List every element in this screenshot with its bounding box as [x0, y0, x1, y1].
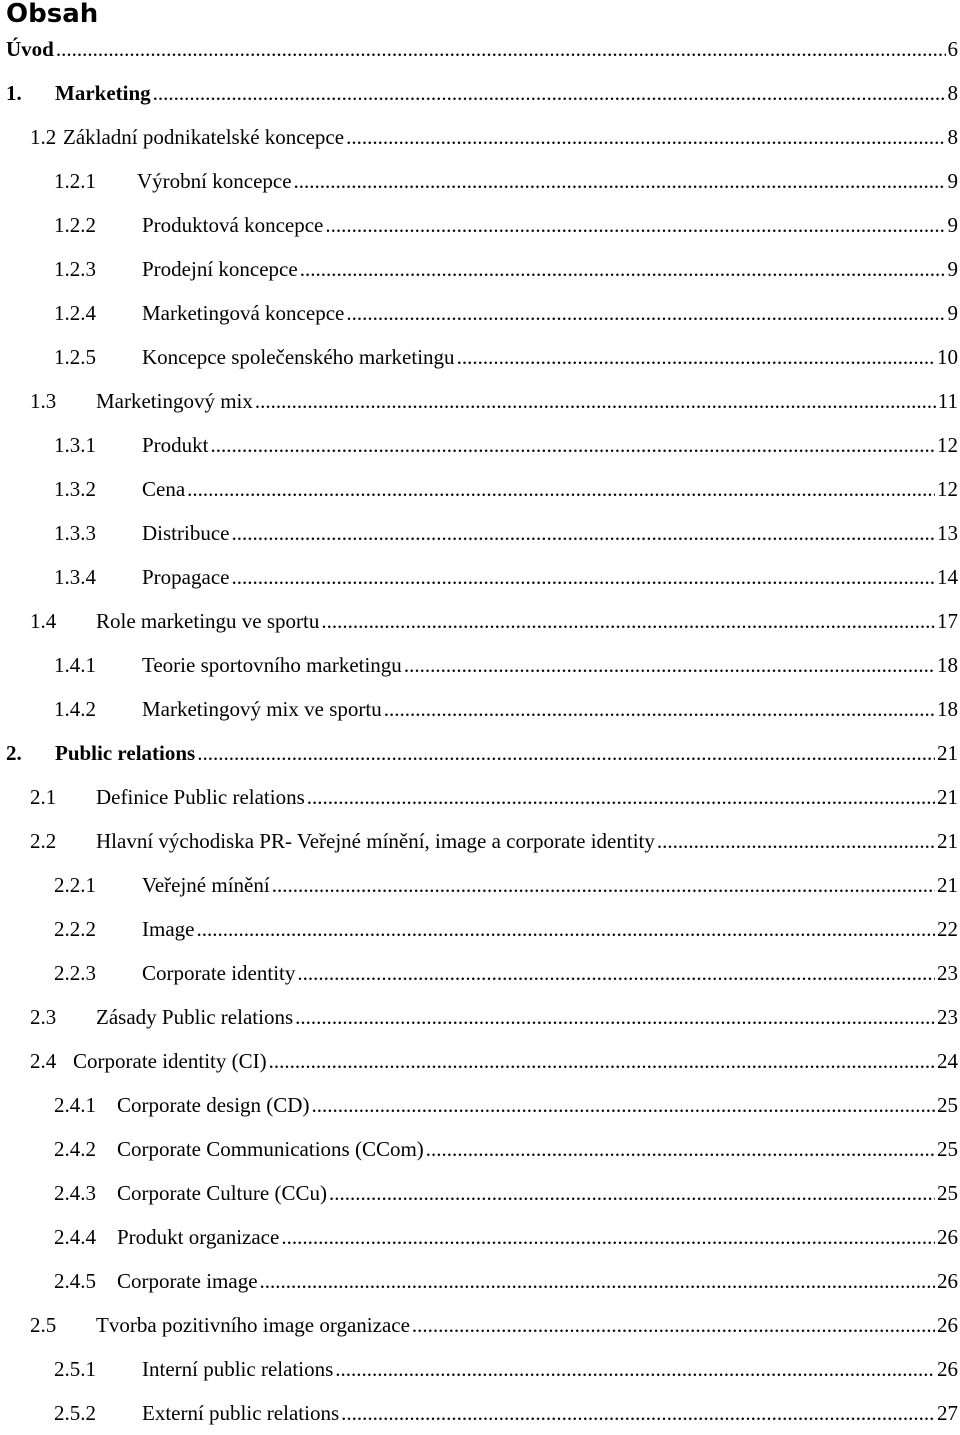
toc-dot-leader [211, 433, 935, 458]
toc-page-number: 21 [937, 829, 960, 854]
toc-entry-title: Externí public relations [142, 1401, 339, 1426]
toc-entry-title: Produktová koncepce [142, 213, 323, 238]
toc-page-number: 9 [948, 257, 960, 282]
toc-entry-title: Corporate image [117, 1269, 258, 1294]
toc-entry-number: 2.4 [30, 1049, 73, 1074]
toc-page-number: 26 [937, 1225, 960, 1250]
toc-dot-leader [231, 521, 935, 546]
toc-dot-leader [426, 1137, 935, 1162]
toc-entry-number: 1.3.4 [54, 565, 142, 590]
toc-entry-title: Interní public relations [142, 1357, 333, 1382]
toc-dot-leader [255, 389, 936, 414]
toc-page-number: 9 [948, 169, 960, 194]
toc-entry-number: 1.2.4 [54, 301, 142, 326]
toc-entry-number: 2.4.2 [54, 1137, 117, 1162]
toc-entry-title: Corporate design (CD) [117, 1093, 309, 1118]
toc-dot-leader [197, 741, 935, 766]
toc-entry-number: 2.4.1 [54, 1093, 117, 1118]
toc-page-number: 13 [937, 521, 960, 546]
toc-dot-leader [329, 1181, 935, 1206]
toc-dot-leader [657, 829, 935, 854]
toc-entry[interactable] [0, 687, 960, 731]
toc-entry[interactable] [0, 1171, 960, 1215]
toc-dot-leader [196, 917, 935, 942]
toc-page-number: 25 [937, 1093, 960, 1118]
toc-page-number: 25 [937, 1181, 960, 1206]
toc-entry-title: Propagace [142, 565, 229, 590]
toc-entry-number: 1.4.1 [54, 653, 142, 678]
toc-entry-title: Corporate identity [142, 961, 295, 986]
toc-entry-title: Hlavní východiska PR- Veřejné mínění, image a corporate identity [96, 829, 655, 854]
toc-entry[interactable] [0, 335, 960, 379]
toc-entry-title: Image [142, 917, 194, 942]
toc-dot-leader [307, 785, 935, 810]
toc-entry[interactable] [0, 159, 960, 203]
toc-page-number: 22 [937, 917, 960, 942]
toc-entry-number: 1.3.3 [54, 521, 142, 546]
toc-entry[interactable] [0, 1391, 960, 1435]
toc-entry-number: 2.4.4 [54, 1225, 117, 1250]
toc-entry[interactable] [0, 995, 960, 1039]
toc-page-number: 23 [937, 1005, 960, 1030]
toc-dot-leader [260, 1269, 935, 1294]
toc-page-number: 21 [937, 785, 960, 810]
toc-entry[interactable] [0, 1259, 960, 1303]
toc-entry-title: Corporate Communications (CCom) [117, 1137, 424, 1162]
toc-page-number: 27 [937, 1401, 960, 1426]
toc-entry[interactable] [0, 599, 960, 643]
toc-page-number: 10 [937, 345, 960, 370]
toc-entry-title: Corporate Culture (CCu) [117, 1181, 327, 1206]
toc-entry[interactable] [0, 819, 960, 863]
toc-entry-title: Definice Public relations [96, 785, 305, 810]
toc-entry[interactable] [0, 863, 960, 907]
toc-entry-number: 2.3 [30, 1005, 96, 1030]
toc-entry-number: 2.5.2 [54, 1401, 142, 1426]
toc-entry-number: 1.3 [30, 389, 96, 414]
toc-entry[interactable] [0, 1215, 960, 1259]
toc-page-number: 26 [937, 1313, 960, 1338]
toc-dot-leader [231, 565, 935, 590]
toc-list [0, 27, 960, 1435]
toc-entry-number: 2.5 [30, 1313, 96, 1338]
toc-dot-leader [346, 125, 945, 150]
toc-dot-leader [384, 697, 935, 722]
toc-entry-title: Marketing [55, 81, 151, 106]
toc-page-number: 6 [948, 37, 960, 62]
toc-entry-title: Distribuce [142, 521, 229, 546]
toc-entry-number: 2.1 [30, 785, 96, 810]
toc-dot-leader [321, 609, 935, 634]
toc-entry-title: Produkt organizace [117, 1225, 279, 1250]
toc-entry-title: Tvorba pozitivního image organizace [96, 1313, 410, 1338]
toc-entry[interactable] [0, 1083, 960, 1127]
toc-page-number: 12 [937, 477, 960, 502]
toc-dot-leader [300, 257, 946, 282]
toc-entry[interactable] [0, 379, 960, 423]
toc-dot-leader [272, 873, 935, 898]
toc-entry-title: Základní podnikatelské koncepce [63, 125, 344, 150]
toc-dot-leader [404, 653, 935, 678]
toc-entry-title: Výrobní koncepce [137, 169, 292, 194]
toc-entry-number: 2.5.1 [54, 1357, 142, 1382]
toc-page-number: 8 [948, 81, 960, 106]
toc-entry-title: Role marketingu ve sportu [96, 609, 319, 634]
toc-page-number: 21 [937, 741, 960, 766]
toc-entry[interactable] [0, 71, 960, 115]
toc-page-number: 8 [948, 125, 960, 150]
toc-entry-title: Public relations [55, 741, 195, 766]
toc-entry-title: Cena [142, 477, 185, 502]
toc-entry[interactable] [0, 27, 960, 71]
toc-entry[interactable] [0, 1127, 960, 1171]
toc-entry-title: Zásady Public relations [96, 1005, 293, 1030]
toc-entry-number: 2. [6, 741, 55, 766]
toc-dot-leader [412, 1313, 935, 1338]
toc-page-number: 26 [937, 1269, 960, 1294]
toc-entry-number: 1.3.1 [54, 433, 142, 458]
toc-entry-number: 1.2 [30, 125, 63, 150]
toc-entry-title: Prodejní koncepce [142, 257, 298, 282]
toc-entry-number: 1.3.2 [54, 477, 142, 502]
toc-entry[interactable] [0, 203, 960, 247]
toc-entry-number: 2.4.5 [54, 1269, 117, 1294]
toc-entry-title: Veřejné mínění [142, 873, 270, 898]
toc-page-number: 9 [948, 213, 960, 238]
toc-entry[interactable] [0, 907, 960, 951]
toc-entry-title: Koncepce společenského marketingu [142, 345, 455, 370]
toc-page-number: 23 [937, 961, 960, 986]
toc-entry[interactable] [0, 291, 960, 335]
toc-dot-leader [341, 1401, 935, 1426]
toc-page-number: 21 [937, 873, 960, 898]
toc-dot-leader [297, 961, 935, 986]
toc-dot-leader [295, 1005, 935, 1030]
toc-entry[interactable] [0, 1303, 960, 1347]
toc-entry-number: 1.4.2 [54, 697, 142, 722]
toc-dot-leader [187, 477, 935, 502]
toc-entry[interactable] [0, 467, 960, 511]
toc-dot-leader [311, 1093, 935, 1118]
toc-entry-number: 2.2.1 [54, 873, 142, 898]
toc-dot-leader [294, 169, 946, 194]
toc-entry-number: 1.2.2 [54, 213, 142, 238]
toc-page-number: 25 [937, 1137, 960, 1162]
toc-entry-title: Marketingový mix [96, 389, 253, 414]
toc-entry[interactable] [0, 1347, 960, 1391]
toc-dot-leader [56, 37, 946, 62]
toc-page-number: 17 [937, 609, 960, 634]
toc-entry[interactable] [0, 247, 960, 291]
toc-page-number: 12 [937, 433, 960, 458]
toc-entry-title: Produkt [142, 433, 209, 458]
toc-dot-leader [153, 81, 946, 106]
toc-entry[interactable] [0, 775, 960, 819]
toc-dot-leader [346, 301, 945, 326]
toc-entry-title: Marketingový mix ve sportu [142, 697, 382, 722]
toc-page-number: 18 [937, 697, 960, 722]
toc-entry[interactable] [0, 555, 960, 599]
toc-entry[interactable] [0, 731, 960, 775]
toc-entry-title: Corporate identity (CI) [73, 1049, 267, 1074]
toc-entry-title: Teorie sportovního marketingu [142, 653, 402, 678]
toc-dot-leader [457, 345, 935, 370]
toc-dot-leader [335, 1357, 935, 1382]
toc-dot-leader [325, 213, 945, 238]
toc-page-number: 18 [937, 653, 960, 678]
toc-entry-number: 1.4 [30, 609, 96, 634]
toc-entry-number: 1.2.3 [54, 257, 142, 282]
toc-entry-title: Úvod [6, 37, 54, 62]
toc-page-number: 24 [937, 1049, 960, 1074]
toc-entry-number: 1.2.5 [54, 345, 142, 370]
toc-entry[interactable] [0, 643, 960, 687]
toc-entry[interactable] [0, 423, 960, 467]
toc-page-number: 9 [948, 301, 960, 326]
toc-dot-leader [269, 1049, 935, 1074]
toc-page-number: 26 [937, 1357, 960, 1382]
toc-entry-number: 2.4.3 [54, 1181, 117, 1206]
toc-title: Obsah [6, 0, 98, 32]
toc-entry-title: Marketingová koncepce [142, 301, 344, 326]
toc-dot-leader [281, 1225, 935, 1250]
toc-entry[interactable] [0, 115, 960, 159]
toc-entry[interactable] [0, 1039, 960, 1083]
toc-entry-number: 1.2.1 [54, 169, 137, 194]
toc-entry-number: 2.2 [30, 829, 96, 854]
toc-entry[interactable] [0, 951, 960, 995]
toc-page-number: 14 [937, 565, 960, 590]
toc-entry-number: 1. [6, 81, 55, 106]
toc-entry-number: 2.2.3 [54, 961, 142, 986]
toc-entry[interactable] [0, 511, 960, 555]
toc-page-number: 11 [938, 389, 960, 414]
toc-entry-number: 2.2.2 [54, 917, 142, 942]
